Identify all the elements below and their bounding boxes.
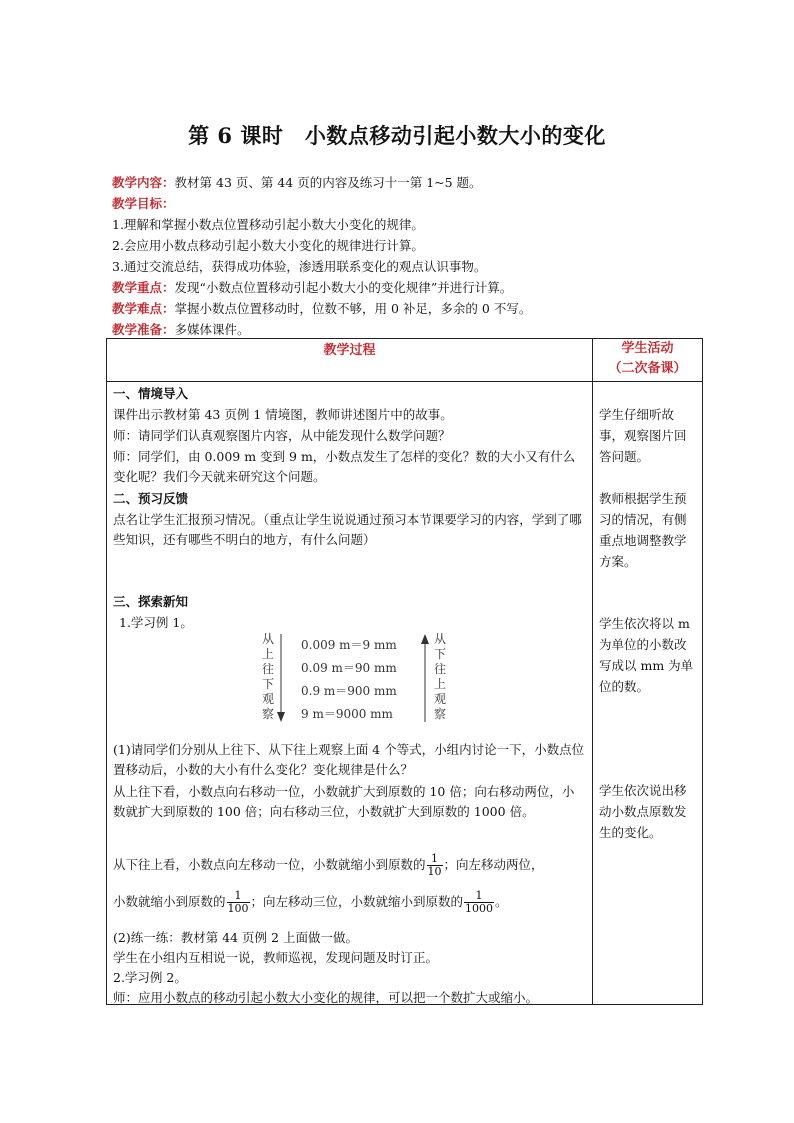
activity-note: 学生依次说出移动小数点原数发生的变化。 xyxy=(599,783,687,840)
text-line: (2)练一练：教材第 44 页例 2 上面做一做。 xyxy=(113,930,358,945)
difficulty-row xyxy=(112,298,712,319)
text-span: 。 xyxy=(495,894,508,909)
text-line: 2.学习例 2。 xyxy=(113,970,187,985)
difficulty-label: 教学难点： xyxy=(112,301,175,316)
text-line: 师：应用小数点的移动引起小数大小变化的规律，可以把一个数扩大或缩小。 xyxy=(113,990,539,1005)
fraction-den: 100 xyxy=(227,902,249,915)
prep-row xyxy=(112,319,712,340)
up-arrow-icon xyxy=(419,632,431,724)
goal-item: 3.通过交流总结，获得成功体验，渗透用联系变化的观点认识事物。 xyxy=(112,259,487,274)
activity-note: 学生依次将以 m 为单位的小数改写成以 mm 为单位的数。 xyxy=(599,616,694,694)
difficulty-text: 掌握小数点位置移动时，位数不够，用 0 补足，多余的 0 不写。 xyxy=(174,301,532,316)
answer: 从上往下看，小数点向右移动一位，小数就扩大到原数的 10 倍；向右移动两位，小数就扩大到原数的 100 倍；向右移动三位，小数就扩大到原数的 1000 倍。 xyxy=(113,784,575,819)
text-line: 学生在小组内互相说一说，教师巡视，发现问题及时订正。 xyxy=(113,950,439,965)
fraction xyxy=(427,853,443,878)
header-activity-line1: 学生活动 xyxy=(621,341,674,356)
goals-label: 教学目标： xyxy=(112,196,175,211)
section-title: 三、探索新知 xyxy=(113,594,189,609)
text-line: 课件出示教材第 43 页例 1 情境图，教师讲述图片中的故事。 xyxy=(113,407,453,422)
content-label: 教学内容： xyxy=(112,175,175,190)
fraction-num: 1 xyxy=(464,890,494,903)
fraction-num: 1 xyxy=(427,853,443,866)
goal-item: 2.会应用小数点移动引起小数大小变化的规律进行计算。 xyxy=(112,238,424,253)
answer-fraction-line xyxy=(113,887,586,917)
activity-note: 学生仔细听故事，观察图片回答问题。 xyxy=(599,407,687,464)
decimal-diagram xyxy=(257,632,447,724)
header-activity xyxy=(593,339,703,382)
section-title: 一、情境导入 xyxy=(113,386,189,401)
page-title: 第 6 课时 小数点移动引起小数大小的变化 xyxy=(188,123,606,148)
question: (1)请同学们分别从上往下、从下往上观察上面 4 个等式，小组内讨论一下，小数点位置移动后，小数的大小有什么变化？变化规律是什么？ xyxy=(113,742,585,777)
prep-text: 多媒体课件。 xyxy=(174,322,250,337)
text-line: 师：请同学们认真观察图片内容，从中能发现什么数学问题？ xyxy=(113,428,451,443)
fraction xyxy=(227,890,250,915)
prep-label: 教学准备： xyxy=(112,322,175,337)
text-line: 师：同学们，由 0.009 m 变到 9 m，小数点发生了怎样的变化？数的大小又有什么变化呢？我们今天就来研究这个问题。 xyxy=(113,449,576,484)
activity-note: 教师根据学生预习的情况，有侧重点地调整教学方案。 xyxy=(599,491,687,569)
text-line: 1.学习例 1。 xyxy=(119,615,193,630)
key-label: 教学重点： xyxy=(112,280,175,295)
text-span: ；向左移动两位， xyxy=(443,857,544,872)
header-process: 教学过程 xyxy=(107,339,593,382)
key-row xyxy=(112,277,712,298)
lesson-table xyxy=(106,338,703,1005)
goal-item: 1.理解和掌握小数点位置移动引起小数大小变化的规律。 xyxy=(112,217,424,232)
fraction-num: 1 xyxy=(227,890,250,903)
text-span: 小数就缩小到原数的 xyxy=(113,894,226,909)
answer-fraction-line xyxy=(113,850,586,880)
diagram-right-label: 从下往上观察 xyxy=(433,632,446,721)
fraction xyxy=(464,890,494,915)
text-span: 从下往上看，小数点向左移动一位，小数就缩小到原数的 xyxy=(113,857,426,872)
section-title: 二、预习反馈 xyxy=(113,491,189,506)
text-span: ；向左移动三位，小数就缩小到原数的 xyxy=(250,894,464,909)
content-row xyxy=(112,172,712,193)
header-activity-line2: （二次备课） xyxy=(608,361,687,376)
text-line: 点名让学生汇报预习情况。（重点让学生说说通过预习本节课要学习的内容，学到了哪些知识，还有哪些不明白的地方，有什么问题） xyxy=(113,512,582,547)
process-cell xyxy=(107,382,593,1005)
equation: 0.09 m＝90 mm xyxy=(301,661,397,675)
diagram-left-label: 从上往下观察 xyxy=(261,632,274,721)
fraction-den: 1000 xyxy=(465,902,494,915)
equation: 0.009 m＝9 mm xyxy=(301,638,397,652)
down-arrow-icon xyxy=(275,632,287,724)
fraction-den: 10 xyxy=(427,865,442,878)
meta-block xyxy=(112,172,712,340)
content-text: 教材第 43 页、第 44 页的内容及练习十一第 1~5 题。 xyxy=(174,175,482,190)
key-text: 发现“小数点位置移动引起小数大小的变化规律”并进行计算。 xyxy=(174,280,513,295)
activity-cell xyxy=(593,382,703,1005)
equation: 9 m＝9000 mm xyxy=(301,707,393,721)
equation: 0.9 m＝900 mm xyxy=(301,684,397,698)
